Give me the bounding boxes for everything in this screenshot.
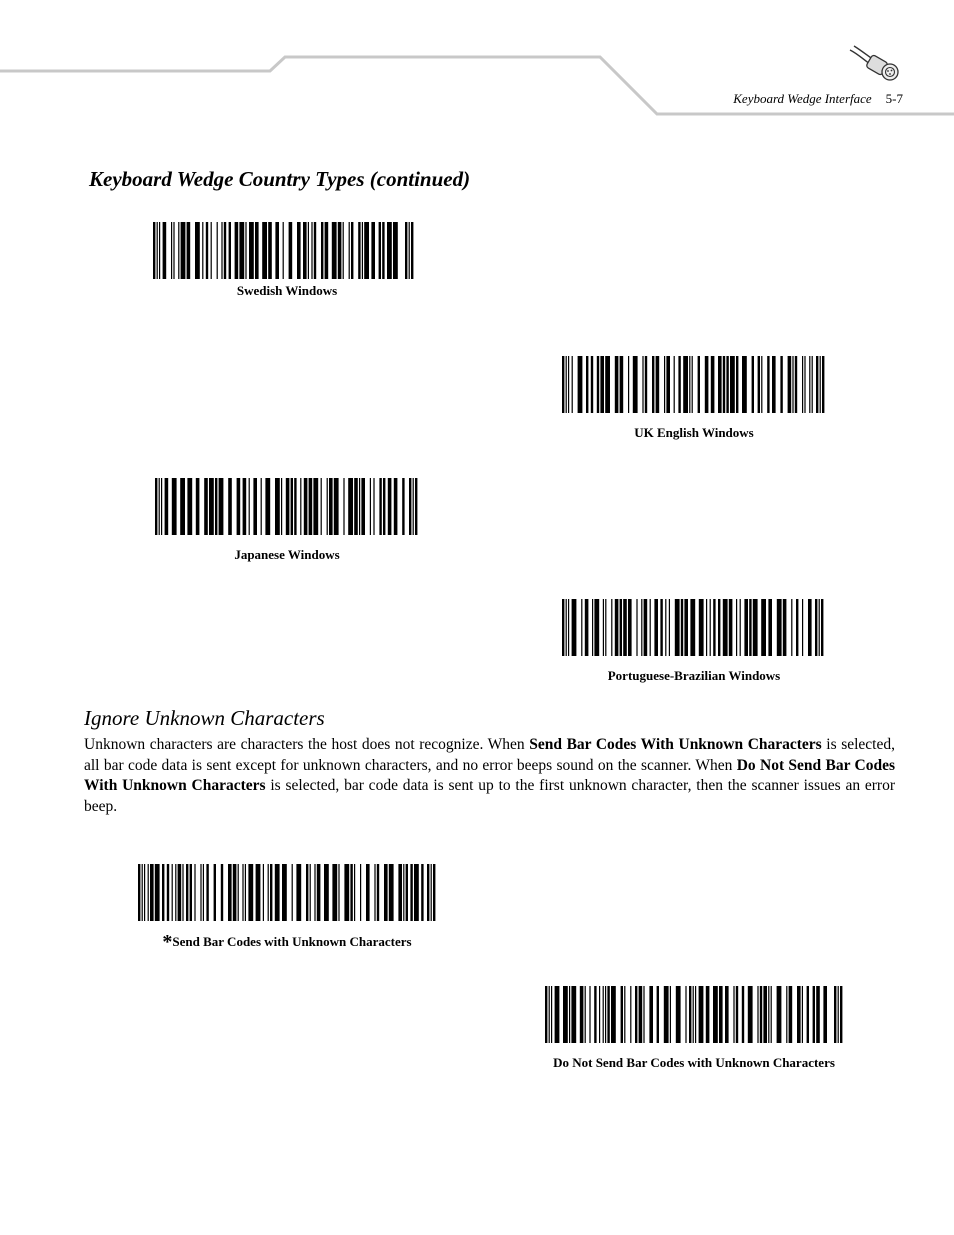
barcode-image[interactable] bbox=[138, 864, 437, 921]
header-rule bbox=[0, 0, 954, 130]
barcode-label: Swedish Windows bbox=[236, 283, 338, 298]
barcode-image[interactable] bbox=[562, 599, 825, 656]
barcode-label-text: Send Bar Codes with Unknown Characters bbox=[172, 934, 412, 949]
ignore-unknown-paragraph bbox=[84, 735, 895, 817]
barcode-image[interactable] bbox=[155, 478, 419, 535]
barcode-image[interactable] bbox=[153, 222, 415, 279]
para-bold-do-not-send: Do Not Send Bar Codes With Unknown Characters bbox=[84, 756, 896, 794]
barcode-label: Portuguese-Brazilian Windows bbox=[607, 668, 781, 683]
section-title: Keyboard Wedge Country Types (continued) bbox=[89, 167, 471, 191]
barcode-label: Japanese Windows bbox=[234, 547, 340, 562]
para-text: is selected, all bar code data is sent except for unknown characters, and no error beeps sound on the scanner. When bbox=[84, 736, 895, 774]
barcode-image[interactable] bbox=[562, 356, 826, 413]
scanner-cable-icon bbox=[848, 44, 902, 86]
default-marker: * bbox=[162, 931, 173, 953]
running-title: Keyboard Wedge Interface bbox=[733, 91, 872, 106]
barcode-label: Do Not Send Bar Codes with Unknown Characters bbox=[553, 1055, 835, 1070]
barcode-label bbox=[162, 931, 411, 954]
barcode-label: UK English Windows bbox=[634, 425, 754, 440]
para-bold-send: Send Bar Codes With Unknown Characters bbox=[529, 736, 822, 753]
para-text: Unknown characters are characters the host does not recognize. When bbox=[84, 736, 530, 753]
barcode-image[interactable] bbox=[545, 986, 844, 1043]
ignore-unknown-title: Ignore Unknown Characters bbox=[84, 706, 325, 730]
para-text: is selected, bar code data is sent up to the first unknown character, then the scanner issues an error beep. bbox=[84, 777, 896, 815]
page-number: 5-7 bbox=[885, 91, 903, 106]
running-head bbox=[0, 91, 903, 107]
